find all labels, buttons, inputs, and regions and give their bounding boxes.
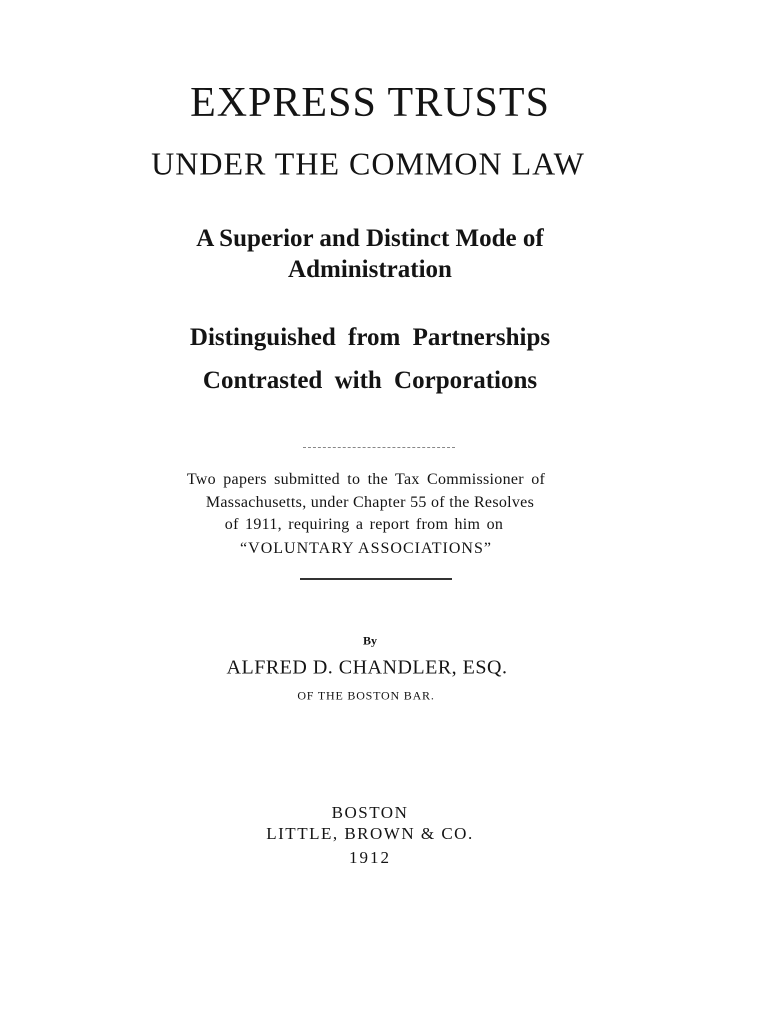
imprint-publisher: LITTLE, BROWN & CO. <box>266 824 474 843</box>
note-line-3: of 1911, requiring a report from him on <box>224 516 504 533</box>
divider-top <box>303 447 455 448</box>
author-name: ALFRED D. CHANDLER, ESQ. <box>226 656 508 679</box>
note-line-2: Massachusetts, under Chapter 55 of the Resolves <box>205 494 535 511</box>
byline-by: By <box>362 633 377 648</box>
description-line-3: Distinguished from Partnerships <box>189 324 551 351</box>
book-subtitle: UNDER THE COMMON LAW <box>151 145 585 182</box>
author-affiliation: OF THE BOSTON BAR. <box>297 688 435 703</box>
note-line-1: Two papers submitted to the Tax Commissioner of <box>186 471 546 488</box>
description-line-1: A Superior and Distinct Mode of <box>196 225 544 252</box>
description-line-4: Contrasted with Corporations <box>202 367 538 394</box>
imprint-year: 1912 <box>349 848 391 867</box>
description-line-2: Administration <box>288 256 452 283</box>
book-title: EXPRESS TRUSTS <box>190 80 550 126</box>
divider-bottom <box>300 578 452 580</box>
note-line-4: “VOLUNTARY ASSOCIATIONS” <box>240 540 492 557</box>
imprint-city: BOSTON <box>331 803 409 822</box>
